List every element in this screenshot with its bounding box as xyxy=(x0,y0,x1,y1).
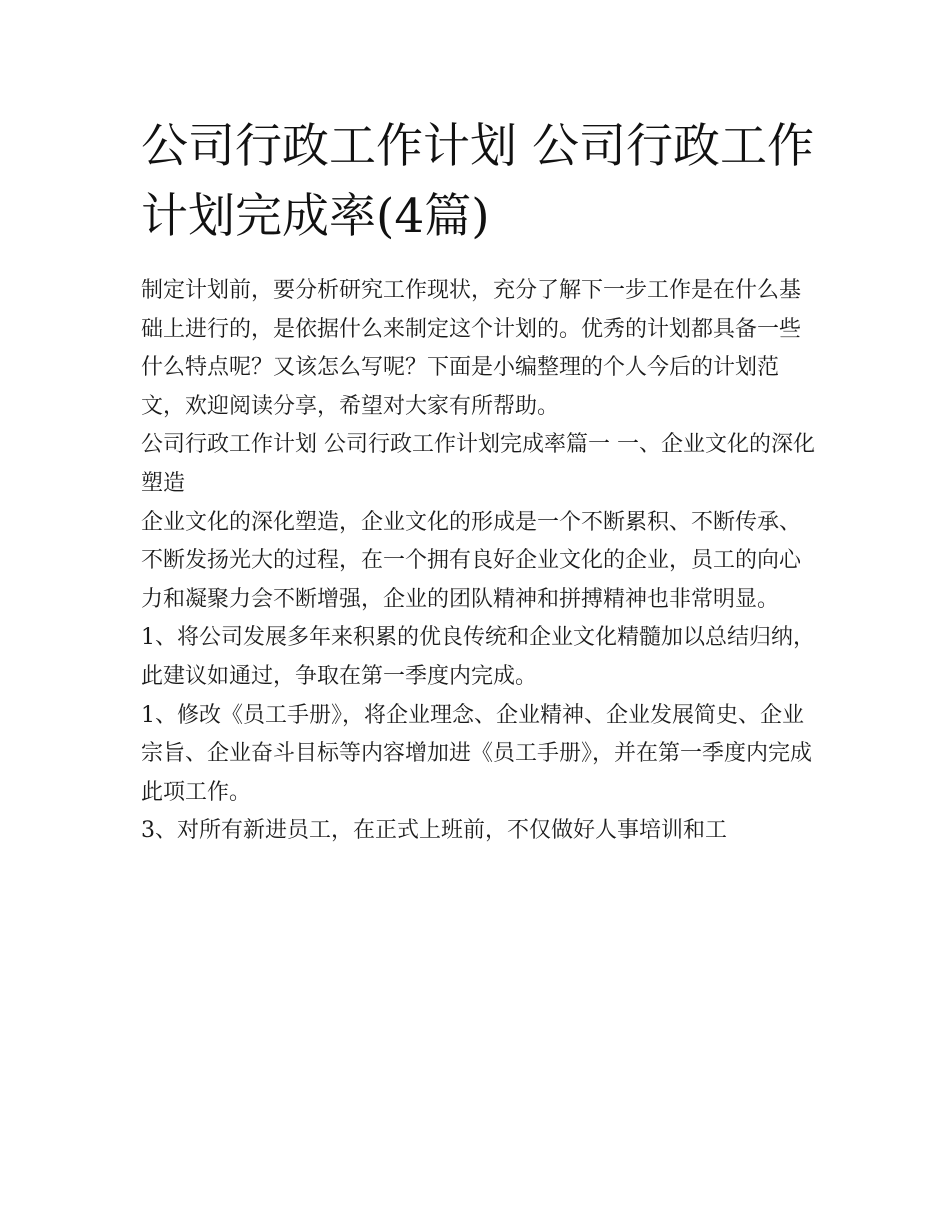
list-item-new-staff: 3、对所有新进员工，在正式上班前，不仅做好人事培训和工 xyxy=(141,818,727,844)
document-title: 公司行政工作计划 公司行政工作计划完成率(4篇) xyxy=(141,119,814,244)
list-item-summary: 1、将公司发展多年来积累的优良传统和企业文化精髓加以总结归纳，此建议如通过，争取在第一季度内完成。 xyxy=(141,625,815,689)
document-content xyxy=(141,112,815,851)
document-body xyxy=(141,272,815,851)
section-heading-paragraph: 公司行政工作计划 公司行政工作计划完成率篇一 一、企业文化的深化塑造 xyxy=(141,432,815,496)
intro-paragraph: 制定计划前，要分析研究工作现状，充分了解下一步工作是在什么基础上进行的，是依据什么来制定这个计划的。优秀的计划都具备一些什么特点呢？又该怎么写呢？下面是小编整理的个人今后的计划范文，欢迎阅读分享，希望对大家有所帮助。 xyxy=(141,278,802,419)
list-item-handbook: 1、修改《员工手册》，将企业理念、企业精神、企业发展简史、企业宗旨、企业奋斗目标等内容增加进《员工手册》，并在第一季度内完成此项工作。 xyxy=(141,702,813,805)
culture-paragraph: 企业文化的深化塑造，企业文化的形成是一个不断累积、不断传承、不断发扬光大的过程，在一个拥有良好企业文化的企业，员工的向心力和凝聚力会不断增强，企业的团队精神和拼搏精神也非常明显。 xyxy=(141,509,802,612)
